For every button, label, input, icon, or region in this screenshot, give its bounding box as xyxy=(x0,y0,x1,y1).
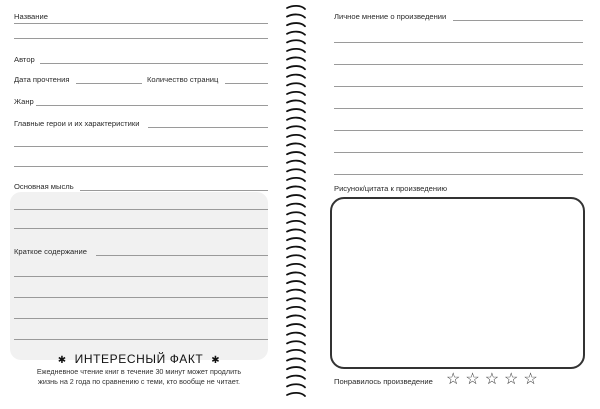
pages-count-line[interactable] xyxy=(225,83,268,84)
star-icon[interactable]: ☆ xyxy=(484,371,500,388)
genre-label: Жанр xyxy=(14,97,34,106)
opinion-line-5[interactable] xyxy=(334,108,583,109)
summary-label: Краткое содержание xyxy=(14,247,87,256)
spiral-ring xyxy=(287,247,305,250)
left-page xyxy=(0,0,286,409)
spiral-ring xyxy=(287,298,305,301)
summary-line-2[interactable] xyxy=(14,276,268,277)
opinion-line-1[interactable] xyxy=(453,20,583,21)
spiral-ring xyxy=(287,75,305,78)
main-idea-line-3[interactable] xyxy=(14,228,268,229)
spiral-ring xyxy=(287,290,305,293)
spiral-ring xyxy=(287,324,305,327)
spiral-ring xyxy=(287,221,305,224)
spiral-ring xyxy=(287,49,305,52)
drawing-frame[interactable] xyxy=(330,197,585,369)
summary-line-4[interactable] xyxy=(14,318,268,319)
spiral-ring xyxy=(287,169,305,172)
spiral-ring xyxy=(287,341,305,344)
star-icon[interactable]: ☆ xyxy=(465,371,480,388)
spiral-ring xyxy=(287,367,305,370)
spiral-ring xyxy=(287,32,305,35)
summary-line-3[interactable] xyxy=(14,297,268,298)
spiral-ring xyxy=(287,272,305,275)
fact-text xyxy=(10,367,268,387)
asterisk-icon: ✱ xyxy=(211,355,221,366)
rating-stars[interactable] xyxy=(446,372,538,388)
spiral-ring xyxy=(287,66,305,69)
main-idea-label: Основная мысль xyxy=(14,182,74,191)
opinion-line-4[interactable] xyxy=(334,86,583,87)
characters-line-3[interactable] xyxy=(14,166,268,167)
spiral-ring xyxy=(287,195,305,198)
fact-title-text: ИНТЕРЕСНЫЙ ФАКТ xyxy=(74,352,204,366)
spiral-ring xyxy=(287,393,305,396)
summary-line-1[interactable] xyxy=(96,255,268,256)
liked-label: Понравилось произведение xyxy=(334,377,433,386)
fact-text-line-1: Ежедневное чтение книг в течение 30 минут может продлить xyxy=(36,367,242,376)
read-date-line[interactable] xyxy=(76,83,142,84)
spiral-ring xyxy=(287,152,305,155)
spiral-ring xyxy=(287,350,305,353)
spiral-ring xyxy=(287,281,305,284)
opinion-label: Личное мнение о произведении xyxy=(334,12,447,21)
opinion-line-8[interactable] xyxy=(334,174,583,175)
title-label: Название xyxy=(14,12,48,21)
spiral-ring xyxy=(287,315,305,318)
spiral-ring xyxy=(287,23,305,26)
spiral-ring xyxy=(287,204,305,207)
genre-line[interactable] xyxy=(36,105,268,106)
spiral-ring xyxy=(287,229,305,232)
spiral-ring xyxy=(287,255,305,258)
opinion-line-7[interactable] xyxy=(334,152,583,153)
spiral-ring xyxy=(287,186,305,189)
spiral-ring xyxy=(287,264,305,267)
spiral-ring xyxy=(287,143,305,146)
spiral-ring xyxy=(287,212,305,215)
spiral-ring xyxy=(287,14,305,17)
title-line-2[interactable] xyxy=(14,38,268,39)
spiral-ring xyxy=(287,126,305,129)
spiral-ring xyxy=(287,376,305,379)
spiral-ring xyxy=(287,358,305,361)
spiral-ring xyxy=(287,6,305,9)
spiral-ring xyxy=(287,161,305,164)
spiral-ring xyxy=(287,238,305,241)
spiral-ring xyxy=(287,109,305,112)
opinion-line-2[interactable] xyxy=(334,42,583,43)
spiral-ring xyxy=(287,333,305,336)
title-line[interactable] xyxy=(14,23,268,24)
star-icon[interactable]: ☆ xyxy=(446,371,461,388)
main-idea-line-1[interactable] xyxy=(80,190,268,191)
author-label: Автор xyxy=(14,55,35,64)
pages-count-label: Количество страниц xyxy=(147,75,219,84)
fact-title xyxy=(10,352,268,366)
spiral-ring xyxy=(287,384,305,387)
star-icon[interactable]: ☆ xyxy=(504,371,519,388)
author-line[interactable] xyxy=(40,63,268,64)
spiral-ring xyxy=(287,83,305,86)
spiral-ring xyxy=(287,135,305,138)
spiral-ring xyxy=(287,100,305,103)
main-idea-line-2[interactable] xyxy=(14,209,268,210)
asterisk-icon: ✱ xyxy=(57,355,67,366)
opinion-line-6[interactable] xyxy=(334,130,583,131)
characters-label: Главные герои и их характеристики xyxy=(14,119,140,128)
characters-line-2[interactable] xyxy=(14,146,268,147)
star-icon[interactable]: ☆ xyxy=(523,371,538,388)
opinion-line-3[interactable] xyxy=(334,64,583,65)
spiral-binding xyxy=(284,0,308,409)
spiral-ring xyxy=(287,57,305,60)
spiral-ring xyxy=(287,118,305,121)
spiral-ring xyxy=(287,40,305,43)
characters-line-1[interactable] xyxy=(148,127,268,128)
read-date-label: Дата прочтения xyxy=(14,75,70,84)
summary-line-5[interactable] xyxy=(14,339,268,340)
spiral-ring xyxy=(287,178,305,181)
drawing-label: Рисунок/цитата к произведению xyxy=(334,184,448,193)
spiral-ring xyxy=(287,92,305,95)
spiral-ring xyxy=(287,307,305,310)
fact-text-line-2: жизнь на 2 года по сравнению с теми, кто вообще не читает. xyxy=(38,377,240,386)
